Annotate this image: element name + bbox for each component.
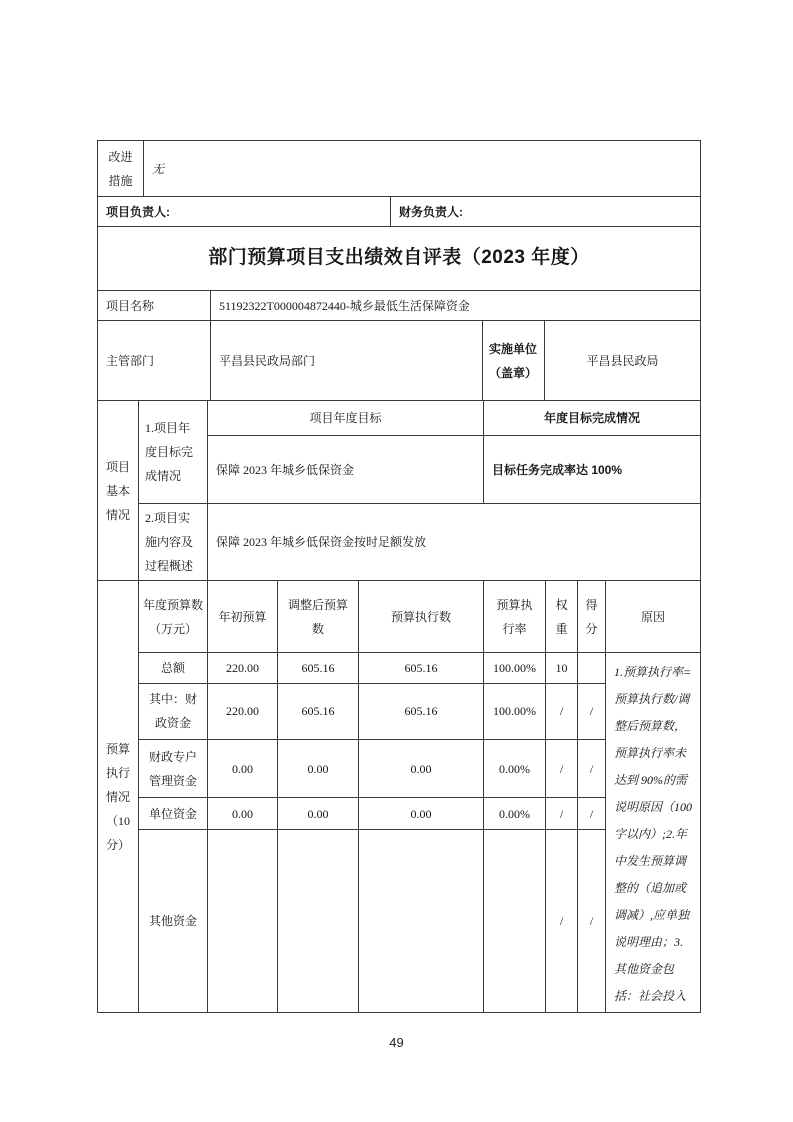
goal-completion-header: 年度目标完成情况 bbox=[484, 401, 701, 436]
cell-rate: 0.00% bbox=[484, 740, 546, 798]
reason-cell: 1.预算执行率=预算执行数/调整后预算数，预算执行率未达到 90%的需说明原因（100 字以内）;2.年中发生预算调整的（追加或调减）,应单独说明理由；3.其他资金包括：社会投入 bbox=[606, 653, 701, 1013]
cell-executed: 0.00 bbox=[359, 740, 484, 798]
dept-value: 平昌县民政局部门 bbox=[211, 321, 483, 401]
document-title: 部门预算项目支出绩效自评表（2023 年度） bbox=[98, 227, 701, 291]
cell-adjusted: 0.00 bbox=[278, 740, 359, 798]
cell-adjusted: 605.16 bbox=[278, 683, 359, 740]
department-section bbox=[97, 320, 701, 401]
cell-rate bbox=[484, 829, 546, 1012]
budget-execution-section bbox=[97, 580, 701, 1013]
cell-adjusted: 605.16 bbox=[278, 653, 359, 684]
cell-executed bbox=[359, 829, 484, 1012]
header-reason: 原因 bbox=[606, 581, 701, 653]
header-weight: 权重 bbox=[546, 581, 578, 653]
header-initial-budget: 年初预算 bbox=[208, 581, 278, 653]
cell-score: / bbox=[578, 829, 606, 1012]
impl-content-label: 2.项目实施内容及过程概述 bbox=[139, 504, 208, 581]
goal-completion-value: 目标任务完成率达 100% bbox=[484, 436, 701, 504]
cell-weight: 10 bbox=[546, 653, 578, 684]
cell-weight: / bbox=[546, 683, 578, 740]
basic-info-section-label: 项目基本情况 bbox=[98, 401, 139, 581]
cell-initial: 0.00 bbox=[208, 740, 278, 798]
cell-weight: / bbox=[546, 798, 578, 830]
finance-lead-label: 财务负责人: bbox=[391, 197, 701, 227]
evaluation-table bbox=[97, 140, 700, 1013]
improvement-label: 改进措施 bbox=[98, 141, 144, 197]
annual-goal-header: 项目年度目标 bbox=[208, 401, 484, 436]
row-label: 其他资金 bbox=[139, 829, 208, 1012]
improvement-section bbox=[97, 140, 701, 197]
cell-score: / bbox=[578, 683, 606, 740]
cell-rate: 0.00% bbox=[484, 798, 546, 830]
cell-score bbox=[578, 653, 606, 684]
dept-label: 主管部门 bbox=[98, 321, 211, 401]
header-executed-amount: 预算执行数 bbox=[359, 581, 484, 653]
cell-adjusted bbox=[278, 829, 359, 1012]
row-label: 单位资金 bbox=[139, 798, 208, 830]
row-label: 总额 bbox=[139, 653, 208, 684]
cell-weight: / bbox=[546, 829, 578, 1012]
impl-unit-value: 平昌县民政局 bbox=[545, 321, 701, 401]
project-name-label: 项目名称 bbox=[98, 291, 211, 321]
cell-score: / bbox=[578, 798, 606, 830]
header-annual-budget: 年度预算数（万元） bbox=[139, 581, 208, 653]
project-name-value: 51192322T000004872440-城乡最低生活保障资金 bbox=[211, 291, 701, 321]
title-section bbox=[97, 226, 701, 291]
cell-initial: 0.00 bbox=[208, 798, 278, 830]
budget-row-total bbox=[98, 653, 701, 684]
cell-adjusted: 0.00 bbox=[278, 798, 359, 830]
cell-weight: / bbox=[546, 740, 578, 798]
cell-score: / bbox=[578, 740, 606, 798]
signers-section bbox=[97, 196, 701, 227]
header-score: 得分 bbox=[578, 581, 606, 653]
cell-rate: 100.00% bbox=[484, 683, 546, 740]
cell-initial: 220.00 bbox=[208, 683, 278, 740]
budget-section-label: 预算执行情况（10 分） bbox=[98, 581, 139, 1013]
page-number: 49 bbox=[389, 1035, 404, 1050]
row-label: 财政专户管理资金 bbox=[139, 740, 208, 798]
cell-executed: 605.16 bbox=[359, 653, 484, 684]
cell-executed: 0.00 bbox=[359, 798, 484, 830]
basic-info-section bbox=[97, 400, 701, 581]
annual-goal-value: 保障 2023 年城乡低保资金 bbox=[208, 436, 484, 504]
goal-section-label: 1.项目年度目标完成情况 bbox=[139, 401, 208, 504]
improvement-value: 无 bbox=[144, 141, 701, 197]
project-name-section bbox=[97, 290, 701, 321]
header-execution-rate: 预算执行率 bbox=[484, 581, 546, 653]
cell-initial: 220.00 bbox=[208, 653, 278, 684]
cell-executed: 605.16 bbox=[359, 683, 484, 740]
project-lead-label: 项目负责人: bbox=[98, 197, 391, 227]
impl-content-value: 保障 2023 年城乡低保资金按时足额发放 bbox=[208, 504, 701, 581]
header-adjusted-budget: 调整后预算数 bbox=[278, 581, 359, 653]
impl-unit-label: 实施单位（盖章） bbox=[483, 321, 545, 401]
row-label: 其中：财政资金 bbox=[139, 683, 208, 740]
cell-initial bbox=[208, 829, 278, 1012]
cell-rate: 100.00% bbox=[484, 653, 546, 684]
